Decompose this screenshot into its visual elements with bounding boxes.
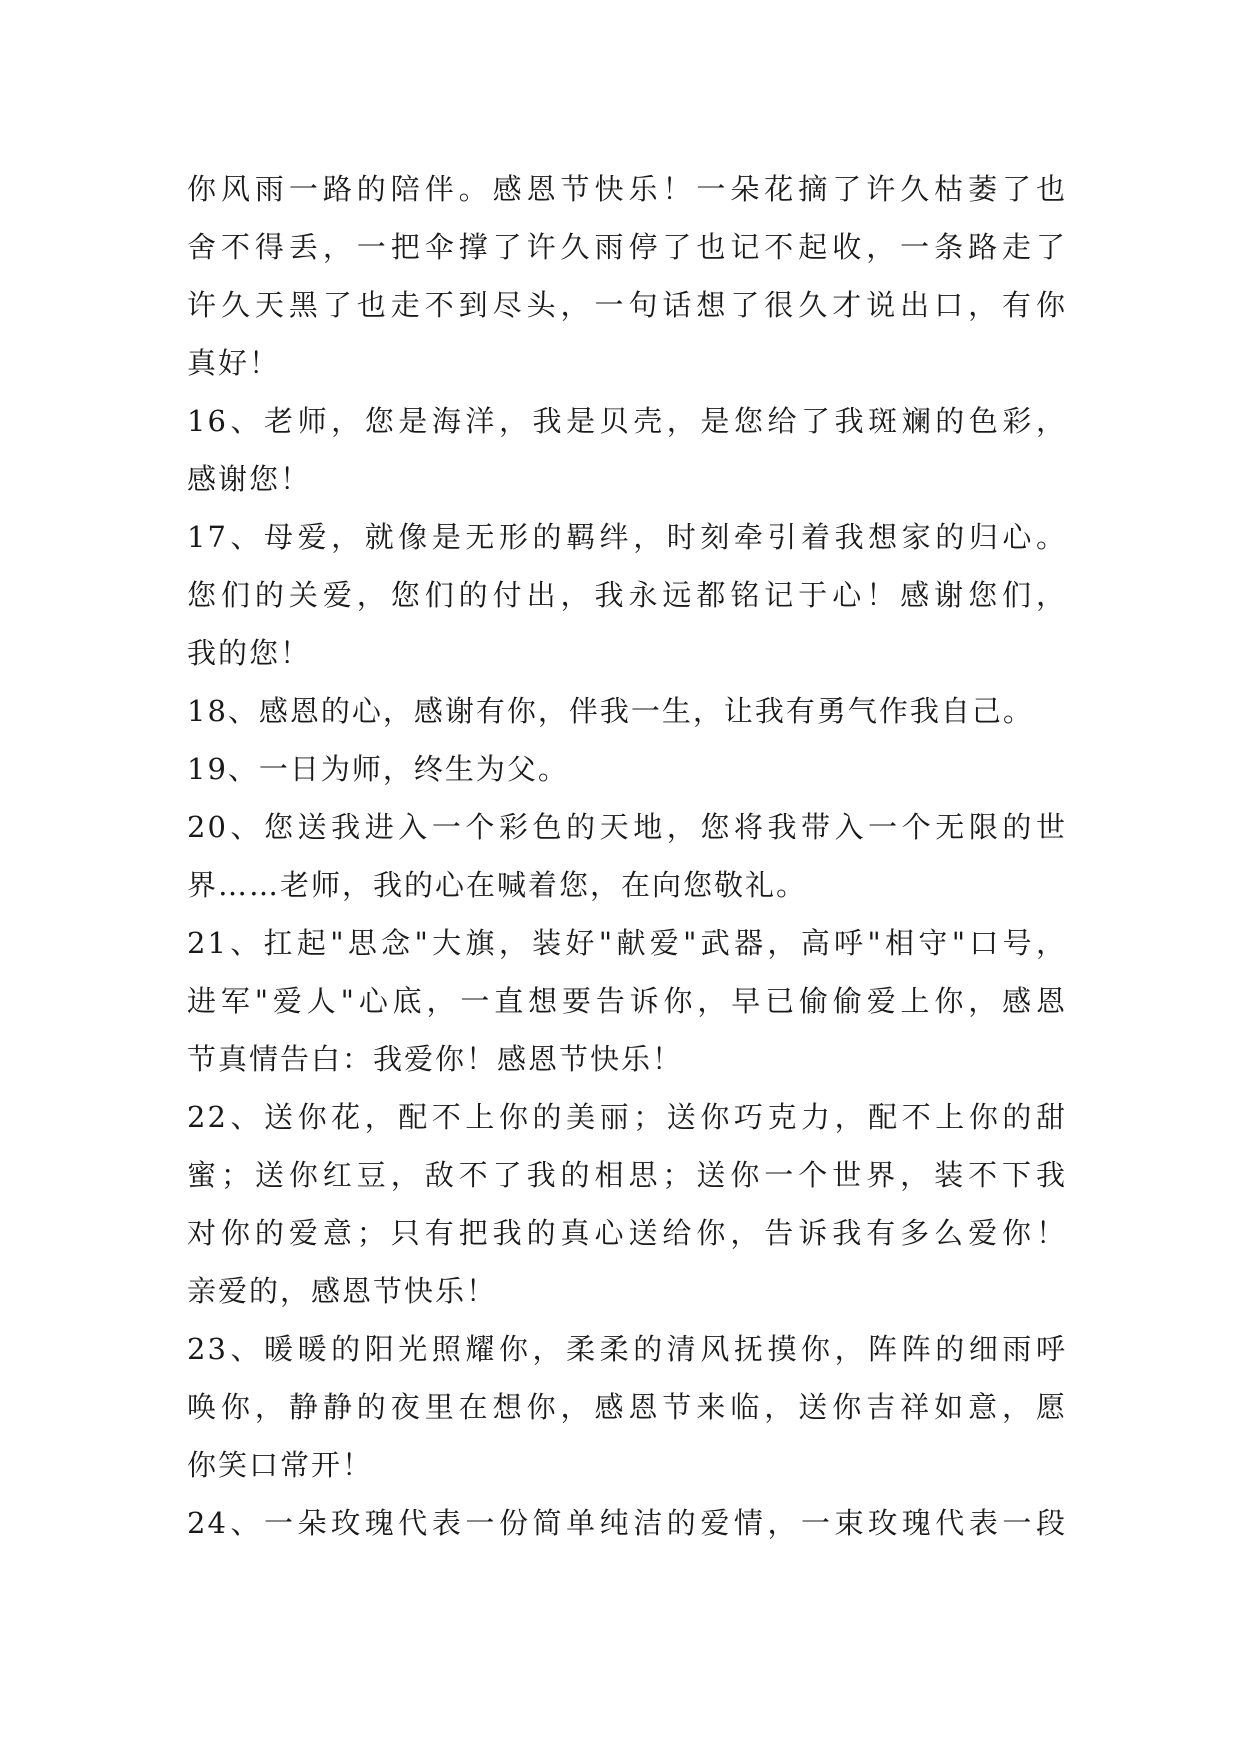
text-line: 16、老师，您是海洋，我是贝壳，是您给了我斑斓的色彩， (187, 404, 1067, 438)
text-line: 真好！ (187, 346, 281, 380)
text-line: 21、扛起"思念"大旗，装好"献爱"武器，高呼"相守"口号， (187, 926, 1067, 960)
text-line: 19、一日为师，终生为父。 (187, 752, 569, 786)
text-line: 进军"爱人"心底，一直想要告诉你，早已偷偷爱上你，感恩 (187, 984, 1067, 1018)
text-line: 对你的爱意；只有把我的真心送给你，告诉我有多么爱你！ (187, 1216, 1067, 1250)
text-line: 20、您送我进入一个彩色的天地，您将我带入一个无限的世 (187, 810, 1067, 844)
text-line: 节真情告白：我爱你！感恩节快乐！ (187, 1042, 684, 1076)
text-line: 舍不得丢，一把伞撑了许久雨停了也记不起收，一条路走了 (187, 230, 1067, 264)
text-line: 18、感恩的心，感谢有你，伴我一生，让我有勇气作我自己。 (187, 694, 1034, 728)
text-line: 我的您！ (187, 636, 312, 670)
text-line: 23、暖暖的阳光照耀你，柔柔的清风抚摸你，阵阵的细雨呼 (187, 1332, 1067, 1366)
text-line: 界……老师，我的心在喊着您，在向您敬礼。 (187, 868, 808, 902)
text-line: 亲爱的，感恩节快乐！ (187, 1274, 498, 1308)
text-line: 17、母爱，就像是无形的羁绊，时刻牵引着我想家的归心。 (187, 520, 1067, 554)
text-line: 唤你，静静的夜里在想你，感恩节来临，送你吉祥如意，愿 (187, 1390, 1067, 1424)
body-text (187, 160, 1067, 1552)
text-line: 你风雨一路的陪伴。感恩节快乐！一朵花摘了许久枯萎了也 (187, 172, 1067, 206)
text-line: 您们的关爱，您们的付出，我永远都铭记于心！感谢您们， (187, 578, 1067, 612)
text-line: 许久天黑了也走不到尽头，一句话想了很久才说出口，有你 (187, 288, 1067, 322)
text-line: 感谢您！ (187, 462, 312, 496)
text-line: 你笑口常开！ (187, 1448, 374, 1482)
text-line: 22、送你花，配不上你的美丽；送你巧克力，配不上你的甜 (187, 1100, 1067, 1134)
text-line: 蜜；送你红豆，敌不了我的相思；送你一个世界，装不下我 (187, 1158, 1067, 1192)
text-line: 24、一朵玫瑰代表一份简单纯洁的爱情，一束玫瑰代表一段 (187, 1506, 1067, 1540)
